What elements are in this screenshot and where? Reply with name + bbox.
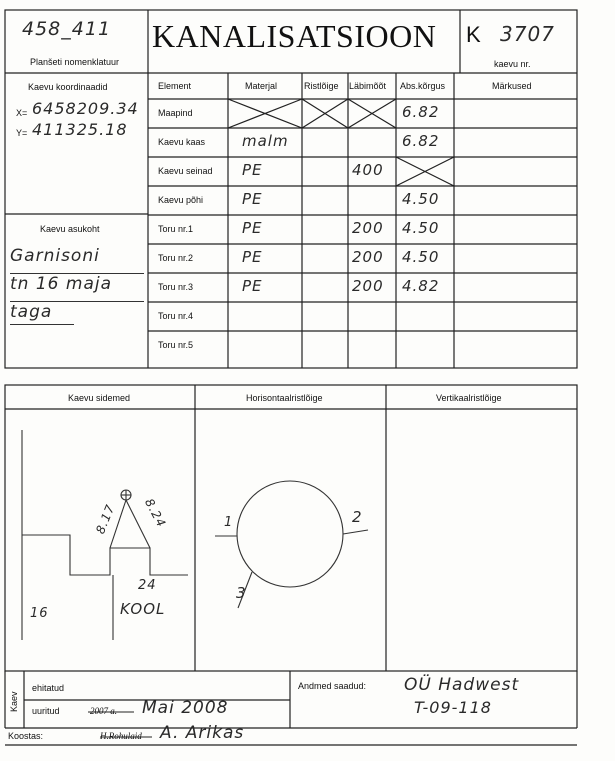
row-element-label: Toru nr.2 <box>158 253 194 263</box>
well-side-label: Kaev <box>9 691 19 712</box>
col-header-abs-height: Abs.kõrgus <box>400 81 446 91</box>
row-diameter-value: 200 <box>352 248 384 266</box>
tie-distance-left: 8.17 <box>93 502 118 536</box>
row-element-label: Kaevu põhi <box>158 195 204 205</box>
building-number-left: 16 <box>30 606 49 621</box>
row-abs-height-value: 4.50 <box>402 190 440 208</box>
sheet-nomenclature-label: Planšeti nomenklatuur <box>30 57 120 67</box>
horizontal-section-label: Horisontaalristlõige <box>246 393 323 403</box>
x-coordinate-value: 6458209.34 <box>32 99 139 118</box>
row-material-value: PE <box>242 248 263 266</box>
col-header-material: Materjal <box>245 81 278 91</box>
well-prefix: K <box>466 22 481 47</box>
row-abs-height-value: 4.82 <box>402 277 440 295</box>
surveyed-value: Mai 2008 <box>142 698 229 718</box>
row-material-value: PE <box>242 277 263 295</box>
building-name: KOOL <box>120 600 166 618</box>
sheet-nomenclature-value: 458_411 <box>22 18 112 40</box>
row-abs-height-value: 4.50 <box>402 248 440 266</box>
pipe-3-label: 3 <box>236 584 247 602</box>
data-source-code: T-09-118 <box>414 698 492 717</box>
well-number-value: 3707 <box>500 22 555 46</box>
surveyed-label: uuritud <box>32 706 60 716</box>
compiled-label: Koostas: <box>8 731 44 741</box>
y-coordinate-value: 411325.18 <box>32 120 128 139</box>
location-line-3: taga <box>10 302 74 325</box>
col-header-cross-section: Ristlõige <box>304 81 339 91</box>
row-element-label: Toru nr.4 <box>158 311 194 321</box>
pipe-2-label: 2 <box>352 508 363 526</box>
row-element-label: Kaevu kaas <box>158 137 206 147</box>
location-text <box>10 246 144 325</box>
building-number-school: 24 <box>138 578 157 593</box>
location-line-2: tn 16 maja <box>10 274 144 302</box>
row-abs-height-value: 6.82 <box>402 132 440 150</box>
row-material-value: PE <box>242 190 263 208</box>
row-diameter-value: 200 <box>352 277 384 295</box>
pipe-1-label: 1 <box>224 515 234 530</box>
row-element-label: Toru nr.1 <box>158 224 194 234</box>
ties-label: Kaevu sidemed <box>68 393 131 403</box>
row-element-label: Toru nr.5 <box>158 340 194 350</box>
row-element-label: Maapind <box>158 108 193 118</box>
page-title: KANALISATSIOON <box>152 18 437 54</box>
row-material-value: PE <box>242 161 263 179</box>
row-material-value: malm <box>242 132 289 150</box>
data-source-label: Andmed saadud: <box>298 681 367 691</box>
compiled-struck-name: H.Rohulaid <box>100 731 142 741</box>
surveyed-struck-value: 2007 a. <box>90 706 117 716</box>
coordinates-label: Kaevu koordinaadid <box>28 82 108 92</box>
col-header-element: Element <box>158 81 192 91</box>
row-material-value: PE <box>242 219 263 237</box>
well-number-label: kaevu nr. <box>494 59 531 69</box>
y-label: Y= <box>16 128 28 138</box>
location-line-1: Garnisoni <box>10 246 144 274</box>
location-label: Kaevu asukoht <box>40 224 100 234</box>
row-element-label: Toru nr.3 <box>158 282 194 292</box>
col-header-diameter: Läbimõõt <box>349 81 387 91</box>
data-source-company: OÜ Hadwest <box>404 675 520 695</box>
tie-distance-right: 8.24 <box>141 496 169 530</box>
x-label: X= <box>16 108 28 118</box>
row-diameter-value: 200 <box>352 219 384 237</box>
row-diameter-value: 400 <box>352 161 384 179</box>
row-element-label: Kaevu seinad <box>158 166 213 176</box>
col-header-notes: Märkused <box>492 81 532 91</box>
vertical-section-label: Vertikaalristlõige <box>436 393 502 403</box>
compiled-signature: A. Arikas <box>160 723 245 743</box>
row-abs-height-value: 6.82 <box>402 103 440 121</box>
built-label: ehitatud <box>32 683 65 693</box>
row-abs-height-value: 4.50 <box>402 219 440 237</box>
